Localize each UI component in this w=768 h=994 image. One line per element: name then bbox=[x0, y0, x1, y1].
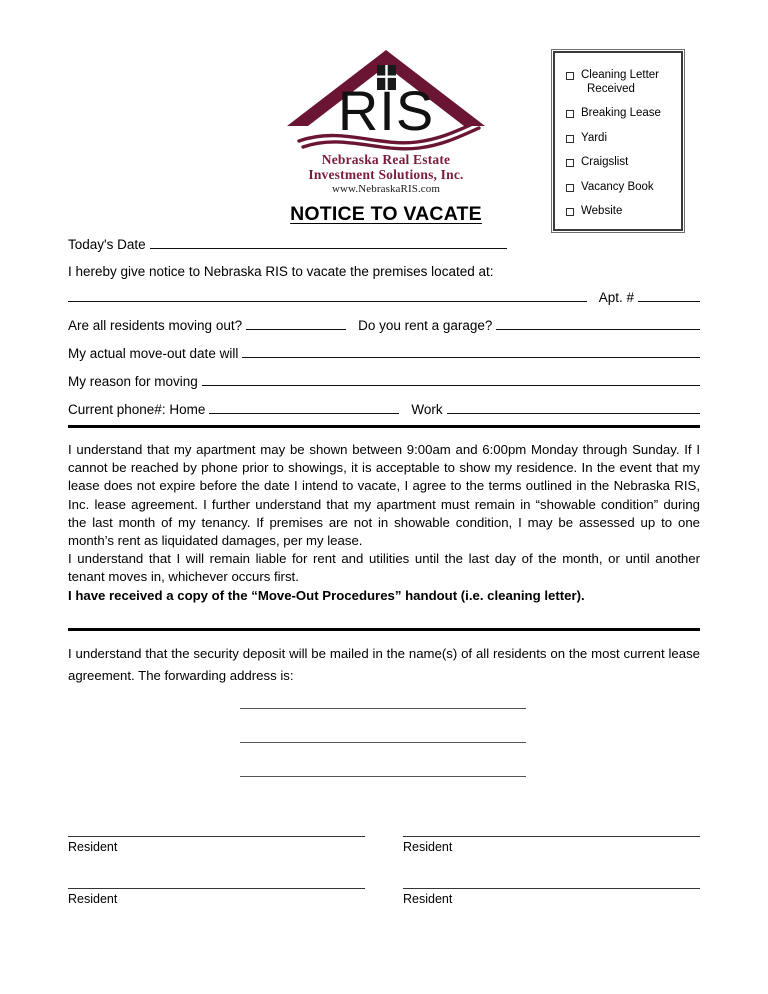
work-phone-label: Work bbox=[411, 402, 443, 417]
signature-line[interactable] bbox=[68, 888, 365, 889]
checklist-item[interactable] bbox=[566, 205, 676, 219]
document-header bbox=[0, 0, 768, 240]
checklist-item[interactable] bbox=[566, 69, 676, 96]
checkbox-icon[interactable] bbox=[566, 72, 574, 80]
signature-row bbox=[68, 836, 700, 855]
checkbox-icon[interactable] bbox=[566, 135, 574, 143]
signature-caption: Resident bbox=[403, 840, 453, 854]
checkbox-icon[interactable] bbox=[566, 159, 574, 167]
todays-date-input[interactable] bbox=[150, 236, 507, 249]
checklist-item-label: Breaking Lease bbox=[581, 107, 661, 119]
company-name-line2: Investment Solutions, Inc. bbox=[308, 166, 464, 182]
checklist-item-label: Website bbox=[581, 205, 623, 217]
svg-text:RIS: RIS bbox=[337, 79, 435, 142]
company-logo bbox=[268, 44, 504, 196]
signature-field[interactable] bbox=[403, 888, 700, 907]
office-checklist-box bbox=[551, 49, 685, 233]
todays-date-label: Today's Date bbox=[68, 237, 146, 252]
page-title: NOTICE TO VACATE bbox=[290, 203, 482, 225]
checklist-item-text-cont: Received bbox=[587, 82, 635, 95]
work-phone-input[interactable] bbox=[447, 401, 700, 414]
checklist-item-label: Craigslist bbox=[581, 156, 629, 168]
phone-row bbox=[68, 401, 700, 418]
home-phone-input[interactable] bbox=[209, 401, 399, 414]
moveout-date-label: My actual move-out date will bbox=[68, 346, 239, 361]
terms-paragraph-2: I understand that I will remain liable for rent and utilities until the last day of the month, or until another tenant moves in, whichever occurs first. bbox=[68, 551, 700, 585]
company-website: www.NebraskaRIS.com bbox=[331, 183, 441, 195]
terms-section bbox=[68, 441, 700, 605]
reason-row bbox=[68, 373, 700, 390]
address-input[interactable] bbox=[68, 289, 587, 302]
signature-field[interactable] bbox=[68, 888, 365, 907]
forwarding-address-line[interactable] bbox=[240, 742, 526, 743]
deposit-section bbox=[68, 643, 700, 687]
checklist-item[interactable] bbox=[566, 181, 676, 195]
checklist-item[interactable] bbox=[566, 156, 676, 170]
company-name-line1: Nebraska Real Estate bbox=[321, 152, 451, 167]
signature-caption: Resident bbox=[403, 892, 453, 906]
checklist-item[interactable] bbox=[566, 107, 676, 121]
company-name bbox=[268, 153, 504, 182]
ris-house-logo-icon bbox=[281, 44, 491, 152]
apt-number-label: Apt. # bbox=[598, 290, 634, 305]
forwarding-address-block bbox=[240, 708, 526, 810]
terms-paragraph-1: I understand that my apartment may be shown between 9:00am and 6:00pm Monday through Sunday. If I cannot be reached by phone prior to showings, it is acceptable to show my residence. In the event that my lease does not expire before the date I intend to vacate, I agree to the terms outlined in the Nebraska RIS, Inc. lease agreement. I further understand that my apartment must remain in “showable condition” during the last month of my tenancy. If premises are not in showable condition, I may be assessed up to one month’s rent as liquidated damages, per my lease. bbox=[68, 442, 700, 549]
deposit-paragraph: I understand that the security deposit will be mailed in the name(s) of all residents on the most current lease agreement. The forwarding address is: bbox=[68, 646, 700, 683]
checkbox-icon[interactable] bbox=[566, 208, 574, 216]
divider-bottom bbox=[68, 628, 700, 631]
signature-row bbox=[68, 888, 700, 907]
signature-line[interactable] bbox=[68, 836, 365, 837]
checklist-item-label: Yardi bbox=[581, 131, 607, 144]
reason-input[interactable] bbox=[202, 373, 700, 386]
signature-section bbox=[68, 836, 700, 940]
checklist-item-label: Vacancy Book bbox=[581, 180, 654, 193]
signature-line[interactable] bbox=[403, 836, 700, 837]
all-residents-input[interactable] bbox=[246, 317, 346, 330]
home-phone-label: Current phone#: Home bbox=[68, 402, 206, 417]
forwarding-address-line[interactable] bbox=[240, 708, 526, 709]
moveout-date-input[interactable] bbox=[242, 345, 700, 358]
checkbox-icon[interactable] bbox=[566, 184, 574, 192]
forwarding-address-line[interactable] bbox=[240, 776, 526, 777]
signature-caption: Resident bbox=[68, 840, 118, 854]
all-residents-label: Are all residents moving out? bbox=[68, 318, 243, 333]
reason-label: My reason for moving bbox=[68, 374, 198, 389]
office-checklist-list bbox=[552, 50, 684, 232]
checklist-item-label bbox=[581, 69, 676, 96]
garage-label: Do you rent a garage? bbox=[358, 318, 493, 333]
signature-field[interactable] bbox=[403, 836, 700, 855]
residents-garage-row bbox=[68, 317, 700, 334]
terms-acknowledgement: I have received a copy of the “Move-Out Procedures” handout (i.e. cleaning letter). bbox=[68, 587, 585, 603]
todays-date-row bbox=[68, 236, 700, 253]
divider-top bbox=[68, 425, 700, 428]
checklist-item[interactable] bbox=[566, 132, 676, 146]
notice-sentence: I hereby give notice to Nebraska RIS to vacate the premises located at: bbox=[68, 264, 494, 279]
moveout-date-row bbox=[68, 345, 700, 362]
apt-number-input[interactable] bbox=[638, 289, 700, 302]
signature-line[interactable] bbox=[403, 888, 700, 889]
signature-field[interactable] bbox=[68, 836, 365, 855]
garage-input[interactable] bbox=[496, 317, 700, 330]
signature-caption: Resident bbox=[68, 892, 118, 906]
checkbox-icon[interactable] bbox=[566, 110, 574, 118]
checklist-item-text: Cleaning Letter bbox=[581, 69, 659, 81]
form-fields-section bbox=[68, 236, 700, 429]
address-row bbox=[68, 289, 700, 306]
